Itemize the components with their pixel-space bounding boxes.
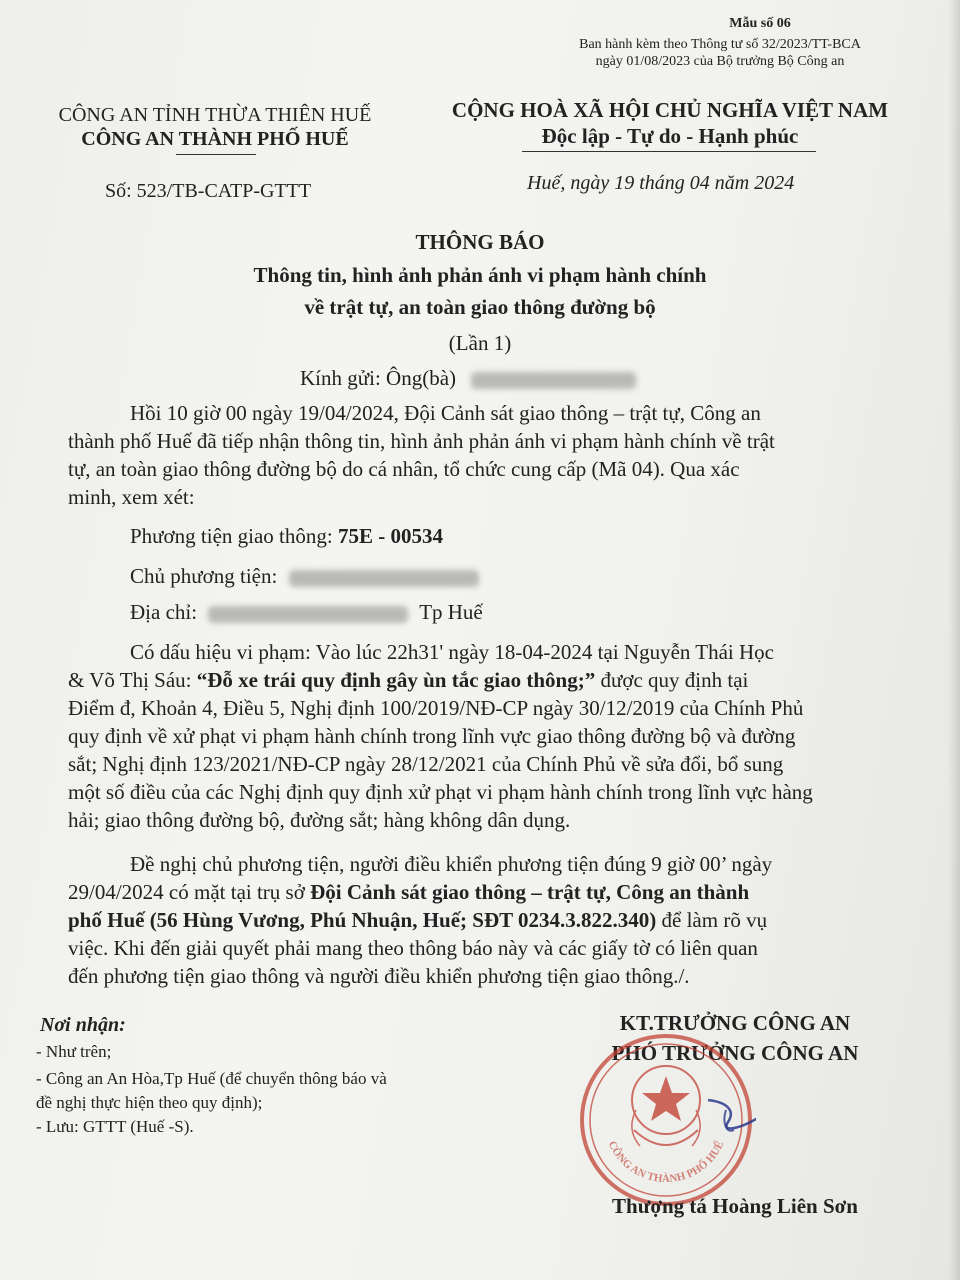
subtitle-line-1: Thông tin, hình ảnh phản ánh vi phạm hành chính [253, 263, 707, 287]
violation-line: một số điều của các Nghị định quy định xử phạt vi phạm hành chính trong lĩnh vực hàng [68, 780, 813, 804]
vehicle-line [130, 524, 443, 549]
signature-authority: KT.TRƯỞNG CÔNG AN [619, 1011, 851, 1035]
document-title: THÔNG BÁO [415, 230, 545, 254]
violation-ref-intro: được quy định tại [595, 668, 749, 692]
redacted-name [471, 372, 636, 389]
agency-parent: CÔNG AN TỈNH THỪA THIÊN HUẾ [58, 104, 372, 126]
violation-description: “Đỗ xe trái quy định gây ùn tắc giao thông;” [196, 668, 596, 692]
signature-title: PHÓ TRƯỞNG CÔNG AN [611, 1041, 859, 1065]
request-office: Đội Cảnh sát giao thông – trật tự, Công an thành [310, 880, 750, 904]
motto: Độc lập - Tự do - Hạnh phúc [541, 124, 799, 148]
form-number: Mẫu số 06 [729, 16, 791, 31]
recipient-line [300, 366, 636, 391]
address-label: Địa chỉ: [130, 600, 198, 624]
violation-line [68, 668, 748, 693]
redacted-address [208, 606, 408, 623]
page-edge-shadow [948, 0, 960, 1280]
nation-title: CỘNG HOÀ XÃ HỘI CHỦ NGHĨA VIỆT NAM [451, 98, 889, 122]
request-line: Đề nghị chủ phương tiện, người điều khiển phương tiện đúng 9 giờ 00’ ngày [130, 852, 773, 876]
intro-line: thành phố Huế đã tiếp nhận thông tin, hình ảnh phản ánh vi phạm hành chính về trật [68, 429, 775, 453]
distribution-item: - Công an An Hòa,Tp Huế (để chuyển thông báo và [36, 1069, 387, 1088]
place-date: Huế, ngày 19 tháng 04 năm 2024 [527, 172, 795, 194]
request-line: việc. Khi đến giải quyết phải mang theo thông báo này và các giấy tờ có liên quan [68, 936, 758, 960]
request-office-address: phố Huế (56 Hùng Vương, Phú Nhuận, Huế; SĐT 0234.3.822.340) [68, 908, 657, 932]
agency-underline [176, 154, 256, 155]
form-issued-line-1: Ban hành kèm theo Thông tư số 32/2023/TT-BCA [579, 37, 861, 52]
document-number: Số: 523/TB-CATP-GTTT [105, 180, 312, 202]
violation-location: & Võ Thị Sáu: [68, 668, 197, 692]
distribution-item: - Như trên; [36, 1042, 112, 1061]
owner-label: Chủ phương tiện: [130, 564, 278, 588]
request-line [68, 908, 767, 933]
address-line [130, 600, 483, 625]
form-issued-line-2: ngày 01/08/2023 của Bộ trưởng Bộ Công an [595, 54, 845, 69]
distribution-item: - Lưu: GTTT (Huế -S). [36, 1117, 194, 1136]
notice-times: (Lần 1) [448, 331, 512, 355]
violation-line: hải; giao thông đường bộ, đường sắt; hàng không dân dụng. [68, 808, 571, 832]
seal-text: CÔNG AN THÀNH PHỐ HUẾ [605, 1139, 727, 1186]
request-line [68, 880, 749, 905]
recipient-label: Kính gửi: Ông(bà) [300, 366, 457, 390]
request-purpose: để làm rõ vụ [656, 908, 768, 932]
signer-name: Thượng tá Hoàng Liên Sơn [612, 1194, 858, 1218]
request-line: đến phương tiện giao thông và người điều khiển phương tiện giao thông./. [68, 964, 690, 988]
official-seal-icon [576, 1030, 756, 1210]
intro-line: tự, an toàn giao thông đường bộ do cá nhân, tổ chức cung cấp (Mã 04). Qua xác [68, 457, 740, 481]
address-city: Tp Huế [419, 600, 483, 624]
owner-line [130, 564, 479, 589]
motto-underline [522, 151, 816, 152]
violation-line: sắt; Nghị định 123/2021/NĐ-CP ngày 28/12/2021 của Chính Phủ về sửa đổi, bổ sung [68, 752, 784, 776]
subtitle-line-2: về trật tự, an toàn giao thông đường bộ [304, 295, 656, 319]
violation-line: Có dấu hiệu vi phạm: Vào lúc 22h31' ngày 18-04-2024 tại Nguyễn Thái Học [130, 640, 774, 664]
vehicle-label: Phương tiện giao thông: [130, 524, 338, 548]
violation-line: quy định về xử phạt vi phạm hành chính trong lĩnh vực giao thông đường bộ và đường [68, 724, 796, 748]
distribution-item: đề nghị thực hiện theo quy định); [36, 1093, 263, 1112]
violation-line: Điểm đ, Khoản 4, Điều 5, Nghị định 100/2019/NĐ-CP ngày 30/12/2019 của Chính Phủ [68, 696, 804, 720]
intro-line: Hồi 10 giờ 00 ngày 19/04/2024, Đội Cảnh sát giao thông – trật tự, Công an [130, 401, 761, 425]
intro-line: minh, xem xét: [68, 485, 195, 509]
distribution-heading: Nơi nhận: [40, 1014, 126, 1036]
request-date: 29/04/2024 có mặt tại trụ sở [68, 880, 311, 904]
redacted-owner [289, 570, 479, 587]
agency-name: CÔNG AN THÀNH PHỐ HUẾ [81, 128, 349, 150]
license-plate: 75E - 00534 [337, 524, 443, 548]
